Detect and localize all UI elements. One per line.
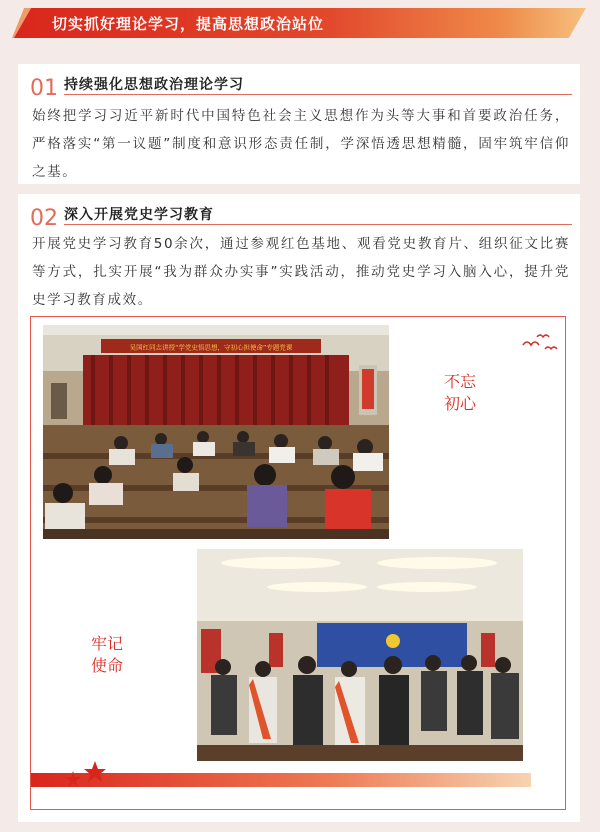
section-number: 02	[30, 206, 58, 231]
caption-line: 使命	[91, 656, 124, 675]
caption-keep-mission	[91, 633, 123, 677]
section-heading: 深入开展党史学习教育	[64, 207, 214, 223]
section-body: 开展党史学习教育50余次，通过参观红色基地、观看党史教育片、组织征文比赛等方式，扎实开展“我为群众办实事”实践活动，推动党史学习入脑入心，提升党史学习教育成效。	[32, 236, 570, 308]
section-heading: 持续强化思想政治理论学习	[64, 77, 244, 93]
oath-photo-image	[197, 549, 523, 761]
section-banner	[14, 8, 586, 38]
caption-line: 牢记	[91, 634, 124, 653]
caption-remember-aspiration	[444, 371, 476, 415]
lecture-banner-text: 吴国红同志讲授“学党史悟思想，守初心担使命”专题党课	[129, 343, 293, 352]
caption-line: 不忘	[444, 372, 477, 391]
heading-divider	[64, 94, 572, 95]
lecture-photo	[43, 325, 389, 539]
lecture-photo-image	[43, 325, 389, 539]
heading-divider	[64, 224, 572, 225]
caption-line: 初心	[444, 394, 477, 413]
banner-title: 切实抓好理论学习，提高思想政治站位	[52, 15, 325, 33]
section-number: 01	[30, 76, 58, 101]
stars-icon	[61, 757, 111, 787]
oath-photo	[197, 549, 523, 761]
photo-frame	[30, 316, 566, 810]
birds-icon	[519, 327, 559, 355]
section-card-1	[18, 64, 580, 184]
section-body: 始终把学习习近平新时代中国特色社会主义思想作为头等大事和首要政治任务，严格落实“第一议题”制度和意识形态责任制，学深悟透思想精髓，固牢筑牢信仰之基。	[32, 108, 570, 180]
section-card-2	[18, 194, 580, 822]
